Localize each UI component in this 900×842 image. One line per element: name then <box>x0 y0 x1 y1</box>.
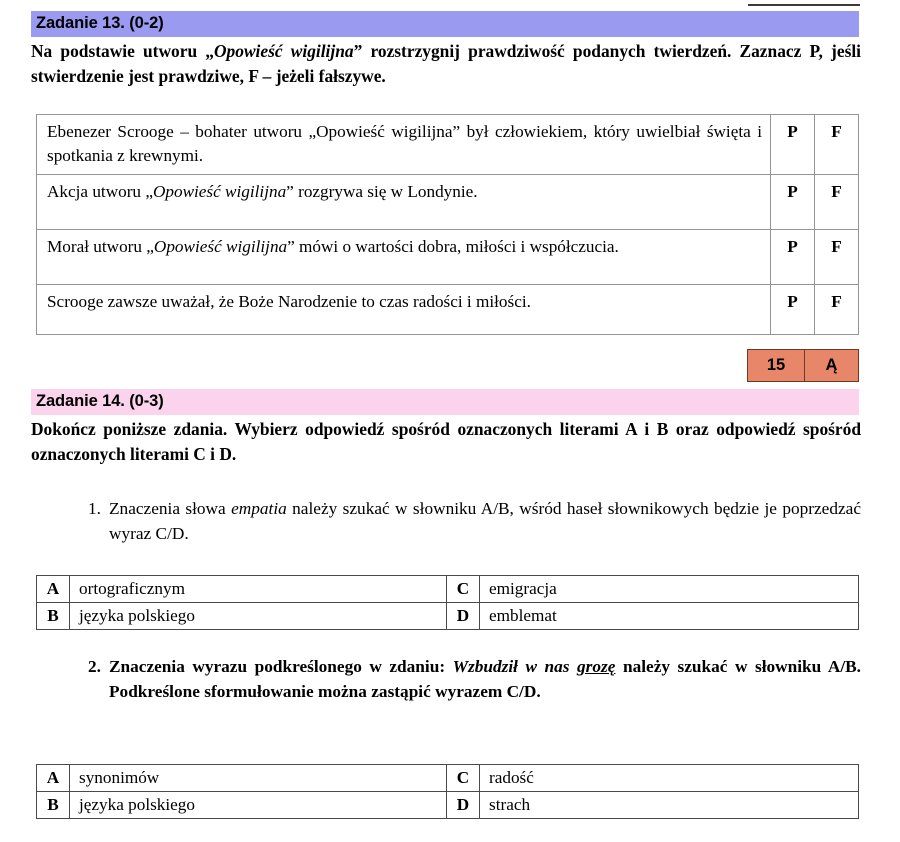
answer-letter-c[interactable]: C <box>447 576 480 603</box>
score-box-letter: Ą <box>804 350 858 381</box>
quoted-sentence-start: Wzbudził w nas <box>452 657 578 676</box>
table-row <box>37 603 859 630</box>
answer-letter-d[interactable]: D <box>447 792 480 819</box>
subquestion-text <box>109 496 861 546</box>
answer-option-true[interactable]: P <box>771 230 815 285</box>
answer-value-c[interactable]: emigracja <box>480 576 859 603</box>
task-14-heading: Zadanie 14. (0-3) <box>31 389 859 415</box>
table-row <box>37 230 859 285</box>
statement-title: Opowieść wigilijna <box>316 122 453 141</box>
answer-option-true[interactable]: P <box>771 175 815 230</box>
answer-value-d[interactable]: strach <box>480 792 859 819</box>
answer-option-false[interactable]: F <box>815 175 859 230</box>
subquestion-2 <box>71 654 861 704</box>
statement-before: Akcja utworu „ <box>47 182 153 201</box>
task-13-instruction <box>31 39 861 89</box>
emphasized-word: empatia <box>231 499 287 518</box>
answer-value-a[interactable]: ortograficznym <box>70 576 447 603</box>
statement-before: Morał utworu „ <box>47 237 154 256</box>
score-box <box>747 349 859 382</box>
task-13-heading: Zadanie 13. (0-2) <box>31 11 859 37</box>
subquestion-text-part2: należy szukać w słowniku A/B. Podkreślone sformułowanie można zastąpić wyrazem C/D. <box>109 657 861 701</box>
answer-value-a[interactable]: synonimów <box>70 765 447 792</box>
subquestion-text-part1: Znaczenia słowa <box>109 499 232 518</box>
answer-value-b[interactable]: języka polskiego <box>70 603 447 630</box>
answer-letter-a[interactable]: A <box>37 576 70 603</box>
statement-cell <box>37 115 771 175</box>
table-row <box>37 765 859 792</box>
answer-letter-b[interactable]: B <box>37 792 70 819</box>
quote-open: „ <box>205 41 214 61</box>
instruction-text-part2: rozstrzygnij prawdziwość podanych twierdzeń. Zaznacz P, jeśli stwierdzenie jest prawdziwe, F – jeżeli fałszywe. <box>31 41 861 86</box>
subquestion-text-part1: Znaczenia wyrazu podkreślonego w zdaniu: <box>109 657 453 676</box>
statement-cell <box>37 175 771 230</box>
answer-value-c[interactable]: radość <box>480 765 859 792</box>
top-horizontal-rule <box>748 4 860 6</box>
answer-letter-a[interactable]: A <box>37 765 70 792</box>
task-14-instruction: Dokończ poniższe zdania. Wybierz odpowiedź spośród oznaczonych literami A i B oraz odpowiedź spośród oznaczonych literami C i D. <box>31 419 861 464</box>
statement-cell <box>37 285 771 335</box>
quote-close: ” <box>353 41 363 61</box>
answer-letter-c[interactable]: C <box>447 765 480 792</box>
task-13-true-false-table <box>36 114 859 335</box>
table-row <box>37 115 859 175</box>
statement-after: ” mówi o wartości dobra, miłości i współczucia. <box>287 237 619 256</box>
underlined-word: grozę <box>577 657 616 676</box>
work-title: Opowieść wigilijna <box>214 41 354 61</box>
answer-option-false[interactable]: F <box>815 230 859 285</box>
statement-before: Scrooge zawsze uważał, że Boże Narodzenie to czas radości i miłości. <box>47 292 531 311</box>
table-row <box>37 792 859 819</box>
subquestion-text-part2: należy szukać w słowniku A/B, wśród haseł słownikowych będzie je poprzedzać wyraz C/D. <box>109 499 861 543</box>
answer-option-false[interactable]: F <box>815 285 859 335</box>
task-14-answer-table-1 <box>36 575 859 630</box>
subquestion-number: 2. <box>88 657 101 676</box>
statement-before: Ebenezer Scrooge – bohater utworu „ <box>47 122 317 141</box>
quoted-sentence <box>453 657 616 676</box>
instruction-text-part1: Na podstawie utworu <box>31 41 206 61</box>
subquestion-text <box>109 654 861 704</box>
answer-letter-d[interactable]: D <box>447 603 480 630</box>
task-14-answer-table-2 <box>36 764 859 819</box>
statement-after: ” rozgrywa się w Londynie. <box>286 182 478 201</box>
statement-after: ” był człowiekiem, który uwielbiał święta i spotkania z krewnymi. <box>47 122 763 165</box>
table-row <box>37 576 859 603</box>
statement-title: Opowieść wigilijna <box>152 182 287 201</box>
answer-option-true[interactable]: P <box>771 115 815 175</box>
statement-cell <box>37 230 771 285</box>
statement-title: Opowieść wigilijna <box>153 237 288 256</box>
answer-letter-b[interactable]: B <box>37 603 70 630</box>
answer-value-d[interactable]: emblemat <box>480 603 859 630</box>
answer-value-b[interactable]: języka polskiego <box>70 792 447 819</box>
table-row <box>37 175 859 230</box>
score-box-number: 15 <box>766 356 786 374</box>
subquestion-number: 1. <box>88 499 101 518</box>
answer-option-false[interactable]: F <box>815 115 859 175</box>
subquestion-1 <box>71 496 861 546</box>
answer-option-true[interactable]: P <box>771 285 815 335</box>
table-row <box>37 285 859 335</box>
